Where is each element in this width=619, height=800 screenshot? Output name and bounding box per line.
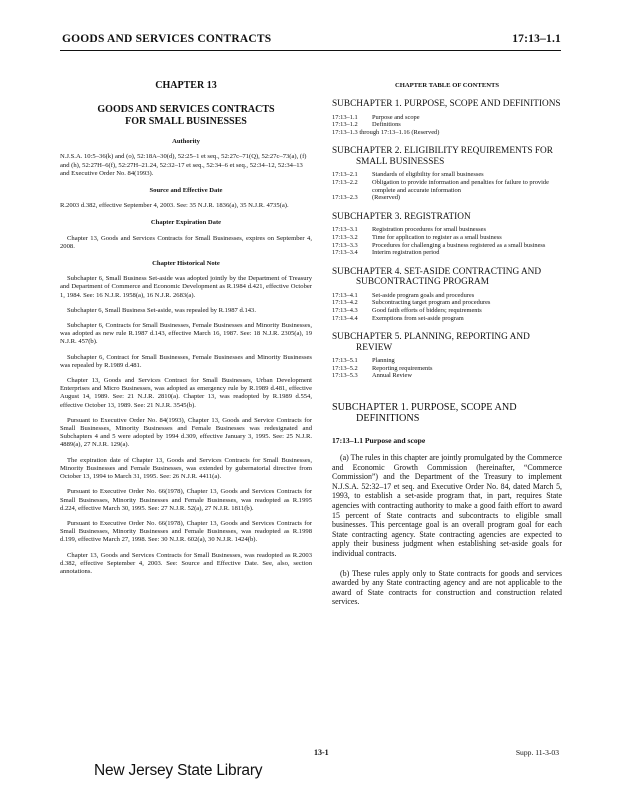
right-column [332,82,562,617]
toc-title: CHAPTER TABLE OF CONTENTS [394,82,500,89]
history-note: Chapter 13, Goods and Services Contract for Small Businesses, Urban Development Enterprises and Micro Businesses, was adopted as emergency rule by R.1989 d.481, effective August 14, 1989. See: 21 N.J.R. 2810(a). Chapter 13, was readopted by R.1989 d.554, effective October 13, 1989. See: 21 N.J.R. 3545(b). [60,377,312,409]
toc-subchapter-heading [332,99,562,110]
expiration-text: Chapter 13, Goods and Services Contracts for Small Businesses, expires on September 4, 2008. [60,234,312,250]
toc-item[interactable]: 17:13–1.1 Purpose and scope [332,113,420,121]
history-note: The expiration date of Chapter 13, Goods and Services Contracts for Small Businesses, Minority Businesses and Female Businesses, was extended by gubernatorial directive from October 13, 1994 to March 31, 1995. See: 26 N.J.R. 4411(a). [60,456,312,481]
toc-item[interactable]: 17:13–3.3 Procedures for challenging a business registered as a small business [332,241,546,249]
history-note: Subchapter 6, Contract for Small Businesses, Female Businesses and Minority Businesses was repealed by R.1989 d.481. [60,353,312,369]
toc-subchapter-heading [332,267,562,288]
toc-item[interactable]: 17:13–4.2 Subcontracting target program and procedures [332,299,491,307]
toc-item[interactable]: 17:13–5.1 Planning [332,357,395,365]
toc-heading-line: SUBCHAPTER 1. PURPOSE, SCOPE AND DEFINITIONS [332,99,561,110]
toc-item[interactable]: 17:13–4.4 Exemptions from set-aside program [332,314,464,322]
authority-heading: Authority [172,138,200,146]
supplement-date: Supp. 11-3-03 [515,748,559,757]
toc-item[interactable]: 17:13–3.4 Interim registration period [332,249,440,257]
toc-item[interactable]: 17:13–3.2 Time for application to register as a small business [332,233,502,241]
chapter-title-line1: GOODS AND SERVICES CONTRACTS [97,104,275,116]
section-body [332,453,562,607]
history-note: Chapter 13, Goods and Services Contracts for Small Businesses, was readopted as R.2003 d.382, effective September 4, 2003. See: Source and Effective Date. See, also, section annotations. [60,551,312,575]
chapter-number: CHAPTER 13 [155,80,217,91]
toc-subchapter-heading [332,146,562,167]
subchapter-heading-line: SUBCHAPTER 1. PURPOSE, SCOPE AND [332,401,517,413]
toc-item[interactable]: 17:13–4.1 Set-aside program goals and procedures [332,291,475,299]
toc-item[interactable]: 17:13–5.3 Annual Review [332,372,412,380]
toc-subchapter-1 [332,99,562,136]
toc-heading-line: REVIEW [356,342,393,353]
section-title: 17:13–1.1 Purpose and scope [332,435,426,445]
history-heading: Chapter Historical Note [152,260,220,268]
toc-subchapter-4 [332,267,562,322]
subchapter-heading [332,402,562,425]
toc-subchapter-3 [332,212,562,257]
running-header-section: 17:13–1.1 [512,33,561,45]
toc-heading-line: SUBCONTRACTING PROGRAM [356,277,490,288]
toc-items [332,292,562,322]
toc-items [332,226,562,256]
history-note: Subchapter 6, Contracts for Small Businesses, Female Businesses and Minority Businesses, was adopted as new rule R.1987 d.143, effective March 16, 1987. See: 18 N.J.R. 2305(a), 19 N.J.R. 457(b). [60,322,312,346]
header-rule [60,50,561,51]
toc-item[interactable]: 17:13–2.2 Obligation to provide information and penalties for failure to provide complete and accurate information [332,179,549,194]
toc-item[interactable]: 17:13–1.2 Definitions [332,121,401,129]
toc-item[interactable]: 17:13–3.1 Registration procedures for small businesses [332,226,486,234]
history-notes [60,275,312,576]
toc-subchapter-heading [332,332,562,353]
history-note: Pursuant to Executive Order No. 66(1978), Chapter 13, Goods and Services Contracts for Small Businesses, Minority Businesses and Female Businesses, was readopted as R.1995 d.224, effective March 30, 1995. See: 27 N.J.R. 52(a), 27 N.J.R. 1811(b). [60,488,312,512]
toc-item[interactable]: 17:13–2.3 (Reserved) [332,194,401,202]
toc-items [332,171,562,201]
history-note: Subchapter 6, Small Business Set-aside, was repealed by R.1987 d.143. [67,306,256,314]
toc-item[interactable]: 17:13–2.1 Standards of eligibility for small businesses [332,171,484,179]
toc-heading-line: SUBCHAPTER 5. PLANNING, REPORTING AND [332,332,530,343]
paragraph-b: (b) These rules apply only to State contracts for goods and services awarded by any State contracting agency and are not applicable to the award of State contracts for construction and construction related services. [332,568,562,607]
authority-text: N.J.S.A. 10:5–36(k) and (o), 52:18A–30(d), 52:25–1 et seq., 52:27c–71(Q), 52:27c–73(a), (f) and (h), 52:27H–6(f), 52:27H–21.24, 52:32–17 et seq., 52:34–6 et seq., 52:34–12, 52:34–13 and Executive Order No. 84(1993). [60,153,307,177]
history-note: Pursuant to Executive Order No. 66(1978), Chapter 13, Goods and Services Contracts for Small Businesses, Minority Businesses and Female Businesses, was readopted as R.1998 d.199, effective March 27, 1998. See: 30 N.J.R. 602(a), 30 N.J.R. 1424(b). [60,519,312,544]
paragraph-a: (a) The rules in this chapter are jointly promulgated by the Commerce and Economic Growth Commission (hereinafter, “Commerce Commission”) and the Department of the Treasury to implement N.J.S.A. 52:32–17 et seq. and Executive Order No. 84, dated March 5, 1993, to establish a set-aside program that, in part, requires State agencies with contracting authority to make a good faith effort to award 15 percent of State contracts and subcontracts to eligible small businesses. This percentage goal is an overall program goal for each State contracting agency. State contracting agencies are expected to apply their business judgment when establishing set-aside goals for individual contracts. [332,453,562,559]
toc-items [332,114,562,137]
history-note: Subchapter 6, Small Business Set-aside was adopted jointly by the Department of Treasury and Department of Commerce and Economic Development as R.1984 d.421, effective October 1, 1984. See: 16 N.J.R. 1958(a), 16 N.J.R. 2683(a). [60,275,312,299]
source-heading: Source and Effective Date [149,187,223,195]
source-text: R.2003 d.382, effective September 4, 2003. See: 35 N.J.R. 1836(a), 35 N.J.R. 4735(a). [60,202,289,210]
toc-item[interactable]: 17:13–1.3 through 17:13–1.16 (Reserved) [332,128,440,136]
toc-item[interactable]: 17:13–5.2 Reporting requirements [332,364,433,372]
toc-items [332,357,562,380]
toc-heading-line: SMALL BUSINESSES [356,156,445,167]
toc-heading-line: SUBCHAPTER 4. SET-ASIDE CONTRACTING AND [332,266,542,277]
chapter-title-line2: FOR SMALL BUSINESSES [125,116,247,128]
library-watermark: New Jersey State Library [94,762,263,779]
toc-subchapter-heading [332,212,562,223]
toc-heading-line: SUBCHAPTER 3. REGISTRATION [332,211,471,222]
running-header-title: GOODS AND SERVICES CONTRACTS [62,33,272,45]
left-column [60,82,312,583]
toc-subchapter-5 [332,332,562,380]
toc-item[interactable]: 17:13–4.3 Good faith efforts of bidders; requirements [332,306,482,314]
chapter-title [60,104,312,128]
history-note: Pursuant to Executive Order No. 84(1993), Chapter 13, Goods and Service Contracts for Small Businesses, Minority Businesses and Female Businesses was redesignated and Subchapters 4 and 5 were adopted by 1994 d.309, effective January 3, 1995. See: 25 N.J.R. 4889(a), 27 N.J.R. 129(a). [60,416,312,449]
expiration-heading: Chapter Expiration Date [150,219,222,227]
page-number: 13-1 [314,748,329,757]
toc-subchapter-2 [332,146,562,201]
subchapter-heading-line: DEFINITIONS [356,413,420,425]
toc-heading-line: SUBCHAPTER 2. ELIGIBILITY REQUIREMENTS FOR [332,146,553,157]
